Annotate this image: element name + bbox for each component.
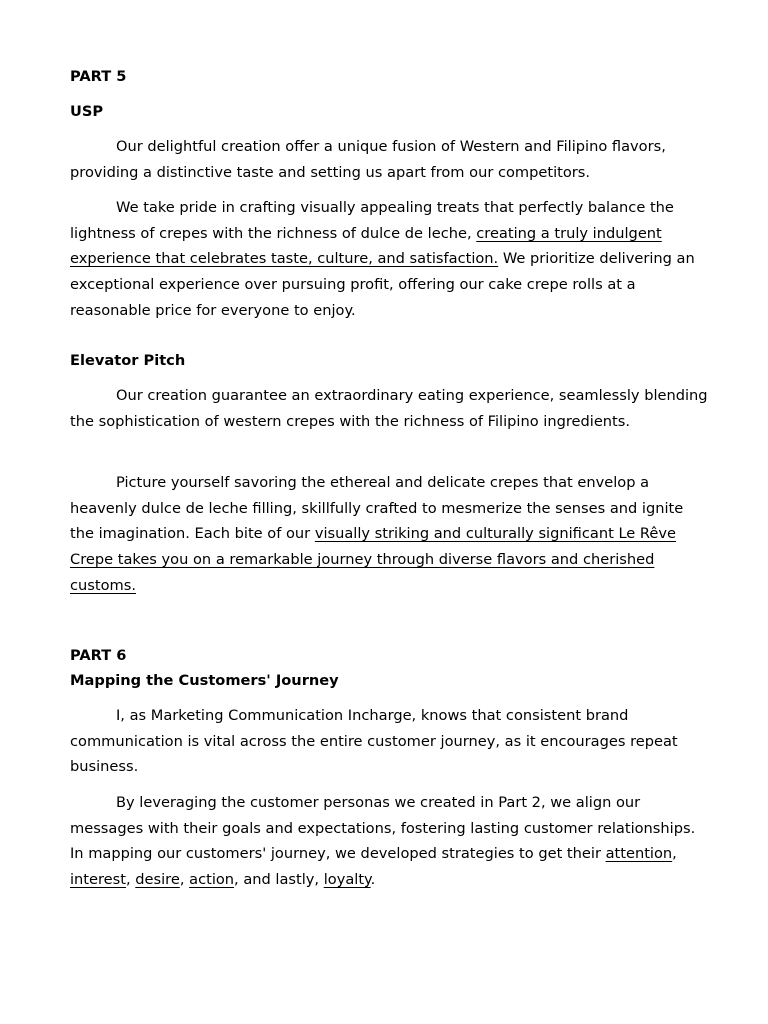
sentence-end: . [370, 871, 376, 889]
separator: , [126, 871, 136, 889]
usp-heading: USP [70, 103, 104, 120]
elevator-pitch-paragraph-1-text: Our creation guarantee an extraordinary eating experience, seamlessly blending the sophistication of western crepes with the richness of Filipino ingredients. [70, 387, 708, 430]
stage-attention: attention [605, 845, 673, 863]
elevator-pitch-heading: Elevator Pitch [70, 352, 186, 369]
usp-paragraph-1 [70, 134, 710, 185]
stage-action: action [189, 871, 235, 889]
customer-journey-paragraph-2-start: By leveraging the customer personas we created in Part 2, we align our messages with their goals and expectations, fostering lasting customer relationships. In mapping our customers' journey, we developed strategies to get their [70, 794, 696, 863]
customer-journey-paragraph-1-text: I, as Marketing Communication Incharge, knows that consistent brand communication is vital across the entire customer journey, as it encourages repeat business. [70, 707, 678, 776]
part6-label: PART 6 [70, 647, 127, 664]
customer-journey-paragraph-2 [70, 790, 710, 893]
usp-paragraph-2 [70, 195, 710, 324]
stage-loyalty: loyalty [323, 871, 371, 889]
customer-journey-heading: Mapping the Customers' Journey [70, 672, 339, 689]
usp-paragraph-2-end: We prioritize delivering an exceptional experience over pursuing profit, offering our cake crepe rolls at a reasonable price for everyone to enjoy. [70, 250, 695, 319]
stage-desire: desire [135, 871, 180, 889]
elevator-pitch-paragraph-2-start: Picture yourself savoring the ethereal and delicate crepes that envelop a heavenly dulce de leche filling, skillfully crafted to mesmerize the senses and ignite the imagination. Each bite of our [70, 474, 684, 543]
elevator-pitch-paragraph-2-underlined: visually striking and culturally significant Le Rêve Crepe takes you on a remarkable journey through diverse flavors and cherished customs. [70, 525, 677, 594]
customer-journey-paragraph-1 [70, 703, 710, 780]
separator: , [672, 845, 677, 863]
usp-paragraph-2-start: We take pride in crafting visually appealing treats that perfectly balance the lightness of crepes with the richness of dulce de leche, [70, 199, 674, 242]
usp-paragraph-2-underlined: creating a truly indulgent experience that celebrates taste, culture, and satisfaction. [70, 224, 662, 268]
part5-label: PART 5 [70, 68, 127, 85]
separator: , [179, 871, 190, 889]
elevator-pitch-paragraph-1 [70, 383, 710, 434]
elevator-pitch-paragraph-2 [70, 470, 710, 599]
stage-interest: interest [70, 871, 126, 889]
separator-and-lastly: , and lastly, [234, 871, 324, 889]
usp-paragraph-1-text: Our delightful creation offer a unique fusion of Western and Filipino flavors, providing a distinctive taste and setting us apart from our competitors. [70, 138, 666, 181]
